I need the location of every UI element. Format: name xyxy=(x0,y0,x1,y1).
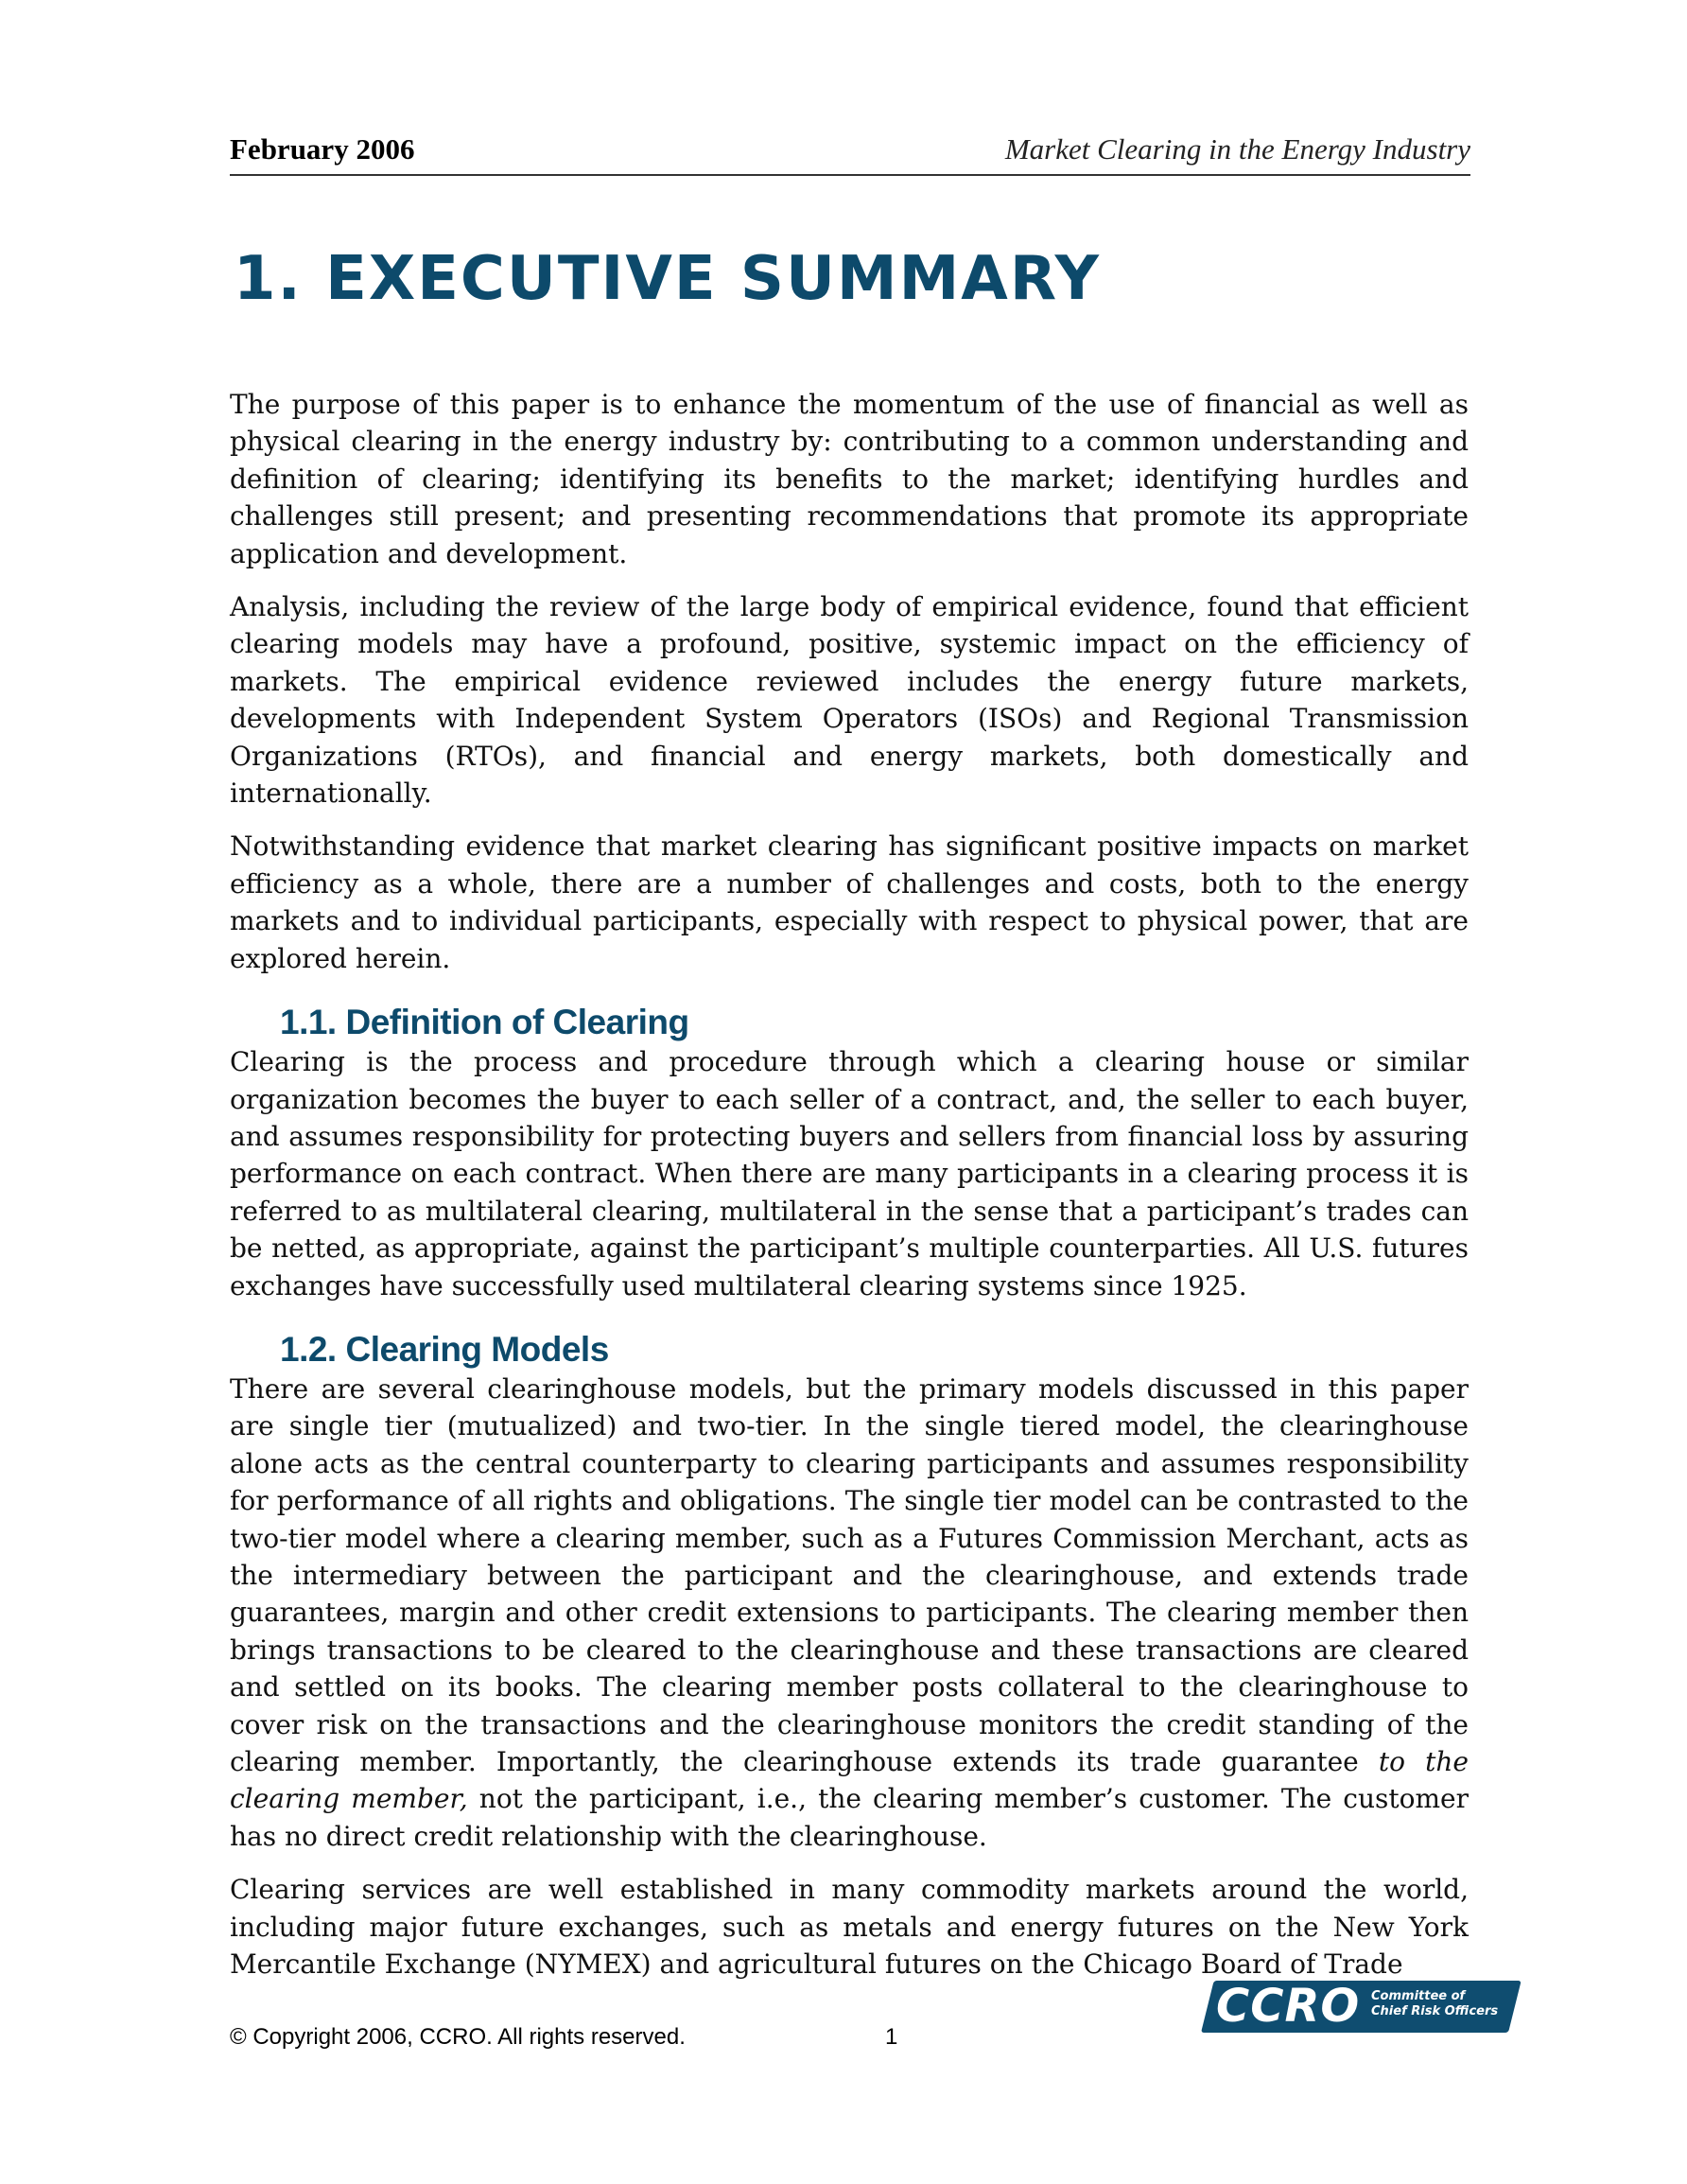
header-title: Market Clearing in the Energy Industry xyxy=(1004,132,1470,166)
logo-subtitle xyxy=(1371,1989,1498,2019)
paragraph-text: There are several clearinghouse models, but the primary models discussed in this paper are single tier (mutualized) and two-tier. In the single tiered model, the clearinghouse alone acts as the central counterparty to clearing participants and assumes responsibility for performance of all rights and obligations. The single tier model can be contrasted to the two-tier model where a clearing member, such as a Futures Commission Merchant, acts as the intermediary between the participant and the clearinghouse, and extends trade guarantees, margin and other credit extensions to participants. The clearing member then brings transactions to be cleared to the clearinghouse and these transactions are cleared and settled on its books. The clearing member posts collateral to the clearinghouse to cover risk on the transactions and the clearinghouse monitors the credit standing of the clearing member. Importantly, the clearinghouse extends its trade guarantee xyxy=(230,1372,1469,1777)
paragraph: The purpose of this paper is to enhance the momentum of the use of financial as well as physical clearing in the energy industry by: contributing to a common understanding and definition of clearing; identifying its benefits to the market; identifying hurdles and challenges still present; and presenting recommendations that promote its appropriate application and development. xyxy=(230,389,1469,569)
header-date: February 2006 xyxy=(230,132,415,166)
ccro-logo xyxy=(1201,1981,1508,2033)
paragraph: Clearing is the process and procedure through which a clearing house or similar organization becomes the buyer to each seller of a contract, and, the seller to each buyer, and assumes responsibility for protecting buyers and sellers from financial loss by assuring performance on each contract. When there are many participants in a clearing process it is referred to as multilateral clearing, multilateral in the sense that a participant’s trades can be netted, as appropriate, against the participant’s multiple counterparties. All U.S. futures exchanges have successfully used multilateral clearing systems since 1925. xyxy=(230,1046,1469,1302)
logo-wordmark: CCRO xyxy=(1216,1980,1361,2033)
subsection-heading-definition: 1.1. Definition of Clearing xyxy=(280,1003,689,1042)
paragraph: Notwithstanding evidence that market clearing has significant positive impacts on market efficiency as a whole, there are a number of challenges and costs, both to the energy markets and to individual participants, especially with respect to physical power, that are explored herein. xyxy=(230,830,1469,974)
document-body xyxy=(230,386,1469,1999)
paragraph xyxy=(230,1371,1469,1855)
logo-subtitle-line: Committee of xyxy=(1371,1989,1466,2003)
paragraph-text: not the participant, i.e., the clearing member’s customer. The customer has no direct credit relationship with the clearinghouse. xyxy=(230,1783,1469,1852)
footer-copyright: © Copyright 2006, CCRO. All rights reserved. xyxy=(230,2024,686,2050)
paragraph: Clearing services are well established in many commodity markets around the world, including major future exchanges, such as metals and energy futures on the New York Mercantile Exchange (NYMEX) and agricultural futures on the Chicago Board of Trade xyxy=(230,1874,1469,1981)
page-number: 1 xyxy=(885,2024,898,2050)
logo-subtitle-line: Chief Risk Officers xyxy=(1371,2004,1499,2018)
page-header xyxy=(230,132,1470,176)
section-heading-executive-summary: 1. EXECUTIVE SUMMARY xyxy=(234,244,1101,314)
subsection-heading-clearing-models: 1.2. Clearing Models xyxy=(280,1329,609,1369)
paragraph: Analysis, including the review of the large body of empirical evidence, found that efficient clearing models may have a profound, positive, systemic impact on the efficiency of markets. The empirical evidence reviewed includes the energy future markets, developments with Independent System Operators (ISOs) and Regional Transmission Organizations (RTOs), and financial and energy markets, both domestically and internationally. xyxy=(230,591,1469,810)
emphasis-text: to the clearing member, xyxy=(230,1746,1469,1815)
